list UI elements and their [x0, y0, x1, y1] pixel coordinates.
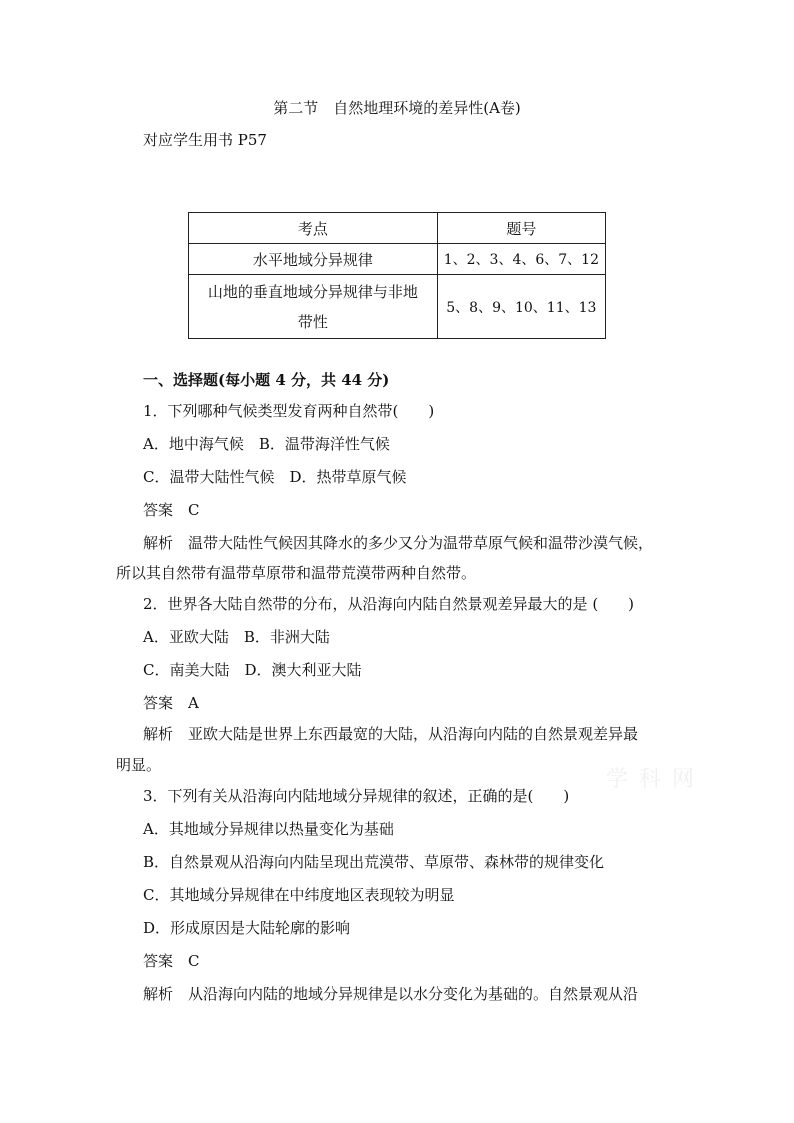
table-row — [189, 275, 606, 339]
question-3-stem: 3．下列有关从沿海向内陆地域分异规律的叙述，正确的是( ) — [143, 787, 570, 805]
section-heading: 一、选择题(每小题 4 分，共 44 分) — [143, 371, 390, 389]
table-cell-topic-line1: 山地的垂直地域分异规律与非地 — [207, 282, 418, 301]
question-2-analysis-line1: 解析 亚欧大陆是世界上东西最宽的大陆，从沿海向内陆的自然景观差异最 — [143, 725, 639, 743]
table-cell-topic — [189, 275, 438, 339]
page-title: 第二节 自然地理环境的差异性(A卷) — [273, 99, 521, 117]
table-header-row — [189, 213, 606, 244]
question-1-options-cd: C．温带大陆性气候 D．热带草原气候 — [143, 468, 407, 486]
question-1-analysis-line2: 所以其自然带有温带草原带和温带荒漠带两种自然带。 — [116, 564, 477, 582]
topic-table — [188, 212, 606, 339]
question-3-option-d: D．形成原因是大陆轮廓的影响 — [143, 919, 351, 937]
question-3-option-a: A．其地域分异规律以热量变化为基础 — [143, 820, 394, 838]
table-cell-numbers: 5、8、9、10、11、13 — [437, 275, 605, 339]
question-1-analysis-line1: 解析 温带大陆性气候因其降水的多少又分为温带草原气候和温带沙漠气候， — [143, 534, 654, 552]
student-book-reference: 对应学生用书 P57 — [143, 131, 267, 149]
question-3-option-c: C．其地域分异规律在中纬度地区表现较为明显 — [143, 886, 455, 904]
table-header-number: 题号 — [437, 213, 605, 244]
question-3-option-b: B．自然景观从沿海向内陆呈现出荒漠带、草原带、森林带的规律变化 — [143, 853, 605, 871]
question-2-answer: 答案 A — [143, 694, 199, 712]
question-2-options-cd: C．南美大陆 D．澳大利亚大陆 — [143, 661, 362, 679]
table-cell-numbers: 1、2、3、4、6、7、12 — [437, 244, 605, 275]
table-row — [189, 244, 606, 275]
watermark: 学 科 网 — [606, 767, 696, 792]
question-1-options-ab: A．地中海气候 B．温带海洋性气候 — [143, 435, 390, 453]
question-2-analysis-line2: 明显。 — [116, 756, 162, 774]
question-3-analysis-line1: 解析 从沿海向内陆的地域分异规律是以水分变化为基础的。自然景观从沿 — [143, 985, 639, 1003]
question-3-answer: 答案 C — [143, 952, 200, 970]
table-cell-topic: 水平地域分异规律 — [189, 244, 438, 275]
table-cell-topic-line2: 带性 — [297, 312, 328, 331]
question-1-answer: 答案 C — [143, 501, 200, 519]
question-1-stem: 1．下列哪种气候类型发育两种自然带( ) — [143, 402, 435, 420]
question-2-stem: 2．世界各大陆自然带的分布，从沿海向内陆自然景观差异最大的是 ( ) — [143, 595, 635, 613]
table-header-topic: 考点 — [189, 213, 438, 244]
question-2-options-ab: A．亚欧大陆 B．非洲大陆 — [143, 628, 330, 646]
